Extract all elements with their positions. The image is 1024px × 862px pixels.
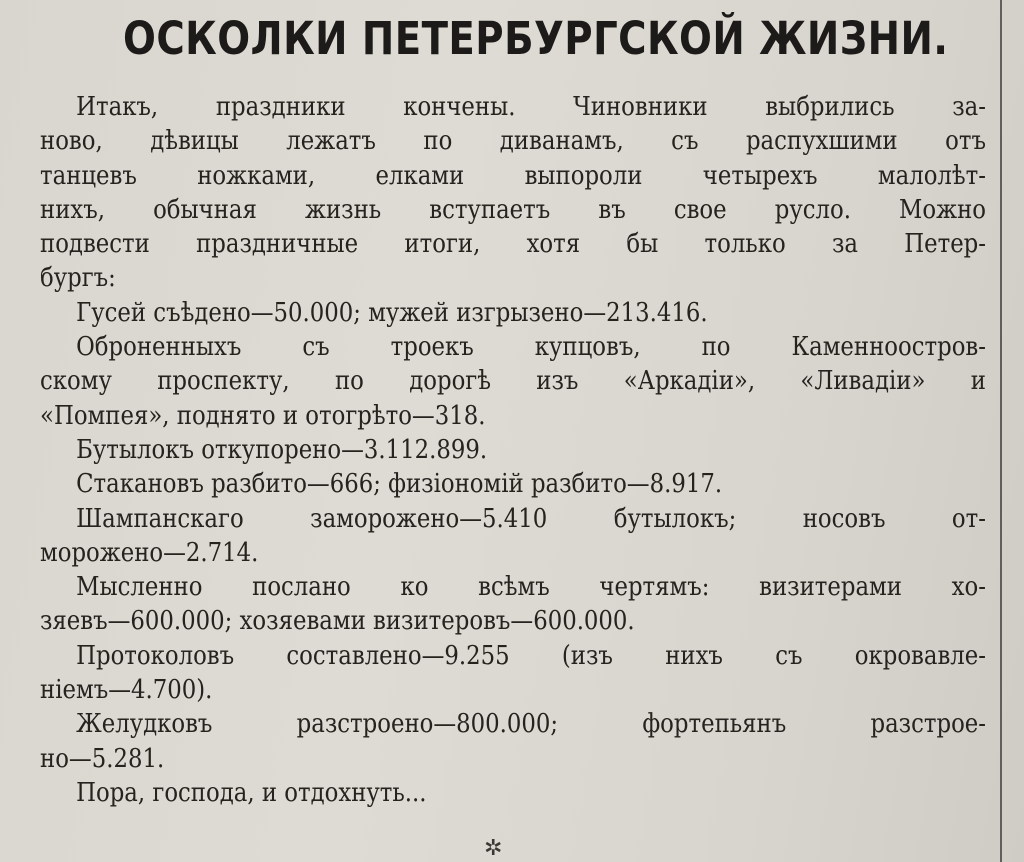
- column-rule: [1000, 0, 1002, 862]
- text-line: морожено—2.714.: [40, 536, 259, 568]
- text-line: Пора, господа, и отдохнуть...: [76, 776, 427, 808]
- article-body: [40, 90, 986, 810]
- text-line: Желудковъ разстроено—800.000; фортепьянъ разстрое-: [76, 708, 986, 740]
- text-line: Гусей съѣдено—50.000; мужей изгрызено—213.416.: [76, 296, 708, 328]
- text-line: скому проспекту, по дорогѣ изъ «Аркадіи», «Ливадіи» и: [40, 365, 986, 397]
- text-line: Бутылокъ откупорено—3.112.899.: [76, 433, 488, 465]
- text-line: Мысленно послано ко всѣмъ чертямъ: визитерами хо-: [76, 571, 986, 603]
- text-line: Стакановъ разбито—666; физіономій разбито—8.917.: [76, 468, 723, 500]
- text-line: «Помпея», поднято и отогрѣто—318.: [40, 399, 486, 431]
- text-line: Оброненныхъ съ троекъ купцовъ, по Каменноостров-: [76, 331, 986, 363]
- text-line: подвести праздничные итоги, хотя бы только за Петер-: [40, 228, 986, 260]
- text-line: Итакъ, праздники кончены. Чиновники выбрились за-: [76, 91, 986, 122]
- text-line: но—5.281.: [40, 742, 165, 774]
- text-line: Шампанскаго заморожено—5.410 бутылокъ; носовъ от-: [76, 502, 986, 534]
- text-line: Протоколовъ составлено—9.255 (изъ нихъ съ окровавле-: [76, 639, 986, 671]
- text-line: бургъ:: [40, 262, 116, 294]
- text-line: ніемъ—4.700).: [40, 674, 213, 706]
- ornament-star-icon: ✲: [484, 836, 503, 861]
- text-line: зяевъ—600.000; хозяевами визитеровъ—600.000.: [40, 605, 635, 637]
- text-line: ново, дѣвицы лежатъ по диванамъ, съ распухшими отъ: [40, 125, 986, 157]
- text-line: нихъ, обычная жизнь вступаетъ въ свое русло. Можно: [40, 193, 986, 225]
- article-title: ОСКОЛКИ ПЕТЕРБУРГСКОЙ ЖИЗНИ.: [123, 12, 949, 65]
- text-line: танцевъ ножками, елками выпороли четырехъ малолѣт-: [40, 159, 986, 191]
